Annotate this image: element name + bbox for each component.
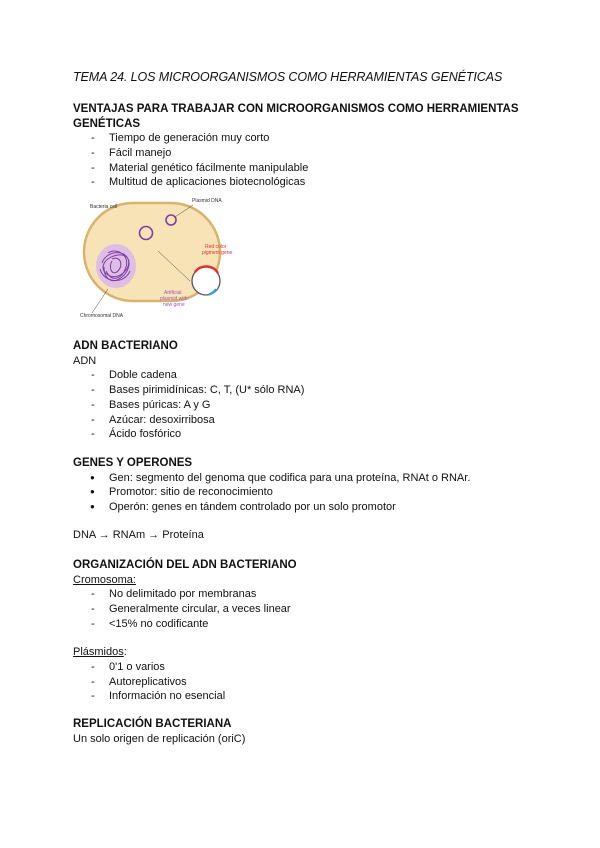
plasmidos-list (73, 660, 533, 704)
section-heading: REPLICACIÓN BACTERIANA (73, 718, 232, 730)
list-item: - Azúcar: desoxirribosa (73, 413, 533, 428)
flow-line (73, 529, 533, 541)
label-bacteria-cell: Bacteria cell (90, 204, 118, 210)
list-item: - Bases púricas: A y G (73, 398, 533, 413)
section-heading: ORGANIZACIÓN DEL ADN BACTERIANO (73, 559, 297, 571)
label-plasmid-dna: Plasmid DNA (192, 198, 222, 204)
label-artificial-plasmid: plasmid with (160, 296, 188, 302)
list-item: ● Promotor: sitio de reconocimiento (73, 485, 563, 500)
document-title: TEMA 24. LOS MICROORGANISMOS COMO HERRAMIENTAS GENÉTICAS (73, 70, 503, 84)
list-item: - Doble cadena (73, 368, 533, 383)
label-red-gene: Red color (205, 244, 227, 250)
section-replicacion (73, 717, 533, 746)
list-item: - Fácil manejo (73, 146, 533, 161)
list-item: - Autoreplicativos (73, 675, 533, 690)
label-artificial-plasmid: Artificial (164, 290, 182, 296)
list-item: - Generalmente circular, a veces linear (73, 602, 533, 617)
list-item: - 0'1 o varios (73, 660, 533, 675)
section-subtext: ADN (73, 354, 97, 367)
list-item: ● Gen: segmento del genoma que codifica para una proteína, RNAt o RNAr. (73, 471, 563, 486)
ventajas-list (73, 131, 533, 190)
cromosoma-list (73, 587, 533, 631)
list-item: ● Operón: genes en tándem controlado por un solo promotor (73, 500, 563, 515)
section-heading: GENES Y OPERONES (73, 457, 193, 469)
section-organizacion (73, 558, 533, 632)
plasmidos-block (73, 645, 533, 704)
list-item: - Material genético fácilmente manipulable (73, 161, 533, 176)
list-item: - Ácido fosfórico (73, 427, 533, 442)
dna-flow-text: DNA → RNAm → Proteína (73, 529, 204, 541)
list-item: - Información no esencial (73, 689, 533, 704)
plasmidos-heading (73, 645, 533, 660)
section-ventajas (73, 102, 533, 190)
label-artificial-plasmid: new gene (163, 302, 185, 308)
section-genes-operones (73, 456, 563, 515)
plasmidos-colon: : (123, 646, 127, 658)
label-chromosomal-dna: Chromosomal DNA (80, 313, 124, 319)
list-item: - Tiempo de generación muy corto (73, 131, 533, 146)
list-item: - Bases pirimidínicas: C, T, (U* sólo RNA) (73, 383, 533, 398)
list-item: - <15% no codificante (73, 617, 533, 632)
replicacion-text: Un solo origen de replicación (oriC) (73, 732, 246, 745)
adn-list (73, 368, 533, 442)
section-heading: ADN BACTERIANO (73, 340, 178, 352)
bacteria-plasmid-diagram (78, 193, 278, 323)
label-red-gene: pigment gene (202, 250, 233, 256)
section-adn-bacteriano (73, 339, 533, 442)
section-heading: VENTAJAS PARA TRABAJAR CON MICROORGANISMOS COMO HERRAMIENTAS GENÉTICAS (73, 103, 519, 130)
list-item: - Multitud de aplicaciones biotecnológicas (73, 175, 533, 190)
list-item: - No delimitado por membranas (73, 587, 533, 602)
cromosoma-label: Cromosoma: (73, 573, 136, 586)
plasmidos-label: Plásmidos (73, 646, 124, 658)
genes-list (73, 471, 563, 515)
